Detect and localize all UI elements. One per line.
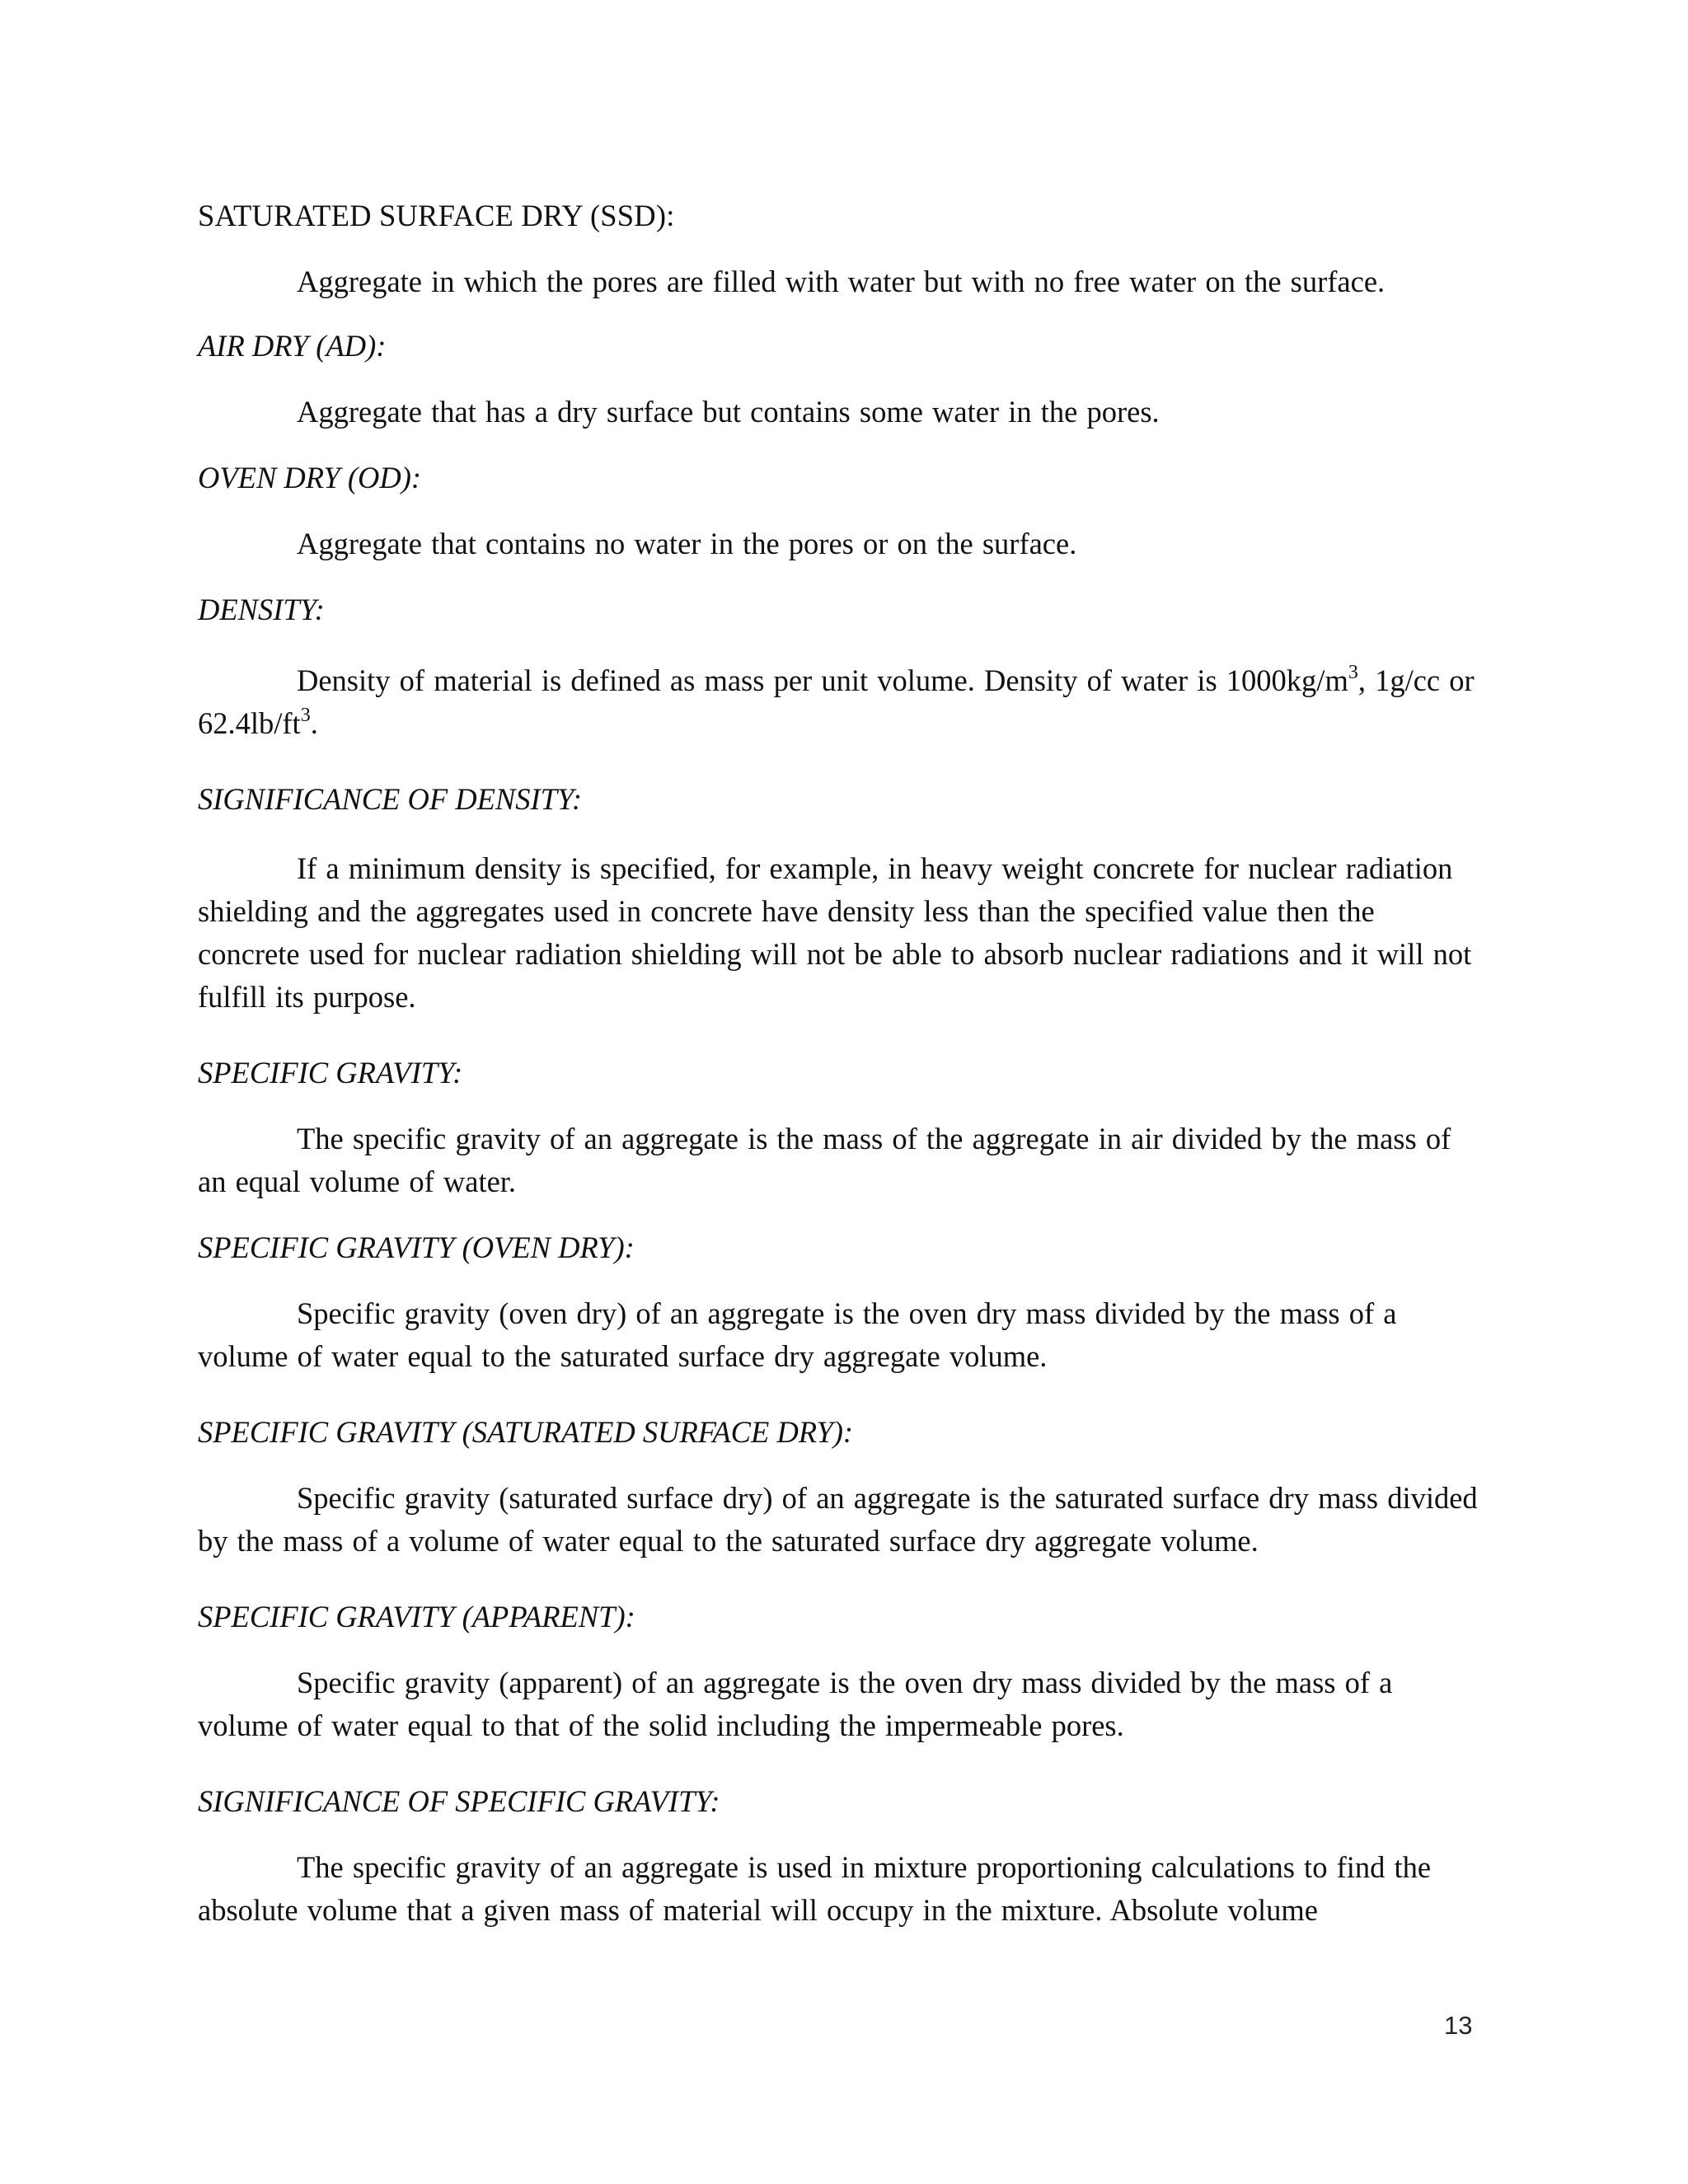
section-heading-specific-gravity: SPECIFIC GRAVITY: bbox=[198, 1056, 463, 1090]
section-body-air-dry-text: Aggregate that has a dry surface but contains some water in the pores. bbox=[297, 395, 1160, 429]
density-sup-a: 3 bbox=[1348, 661, 1358, 683]
section-body-significance-density-text: If a minimum density is specified, for example, in heavy weight concrete for nuclear radiation shielding and the aggregates used in concrete have density less than the specified value then the concrete used for nuclear radiation shielding will not be able to absorb nuclear radiations and it will not fulfill its purpose. bbox=[198, 851, 1472, 1014]
section-body-significance-sg bbox=[198, 1846, 1484, 1932]
section-heading-sg-apparent: SPECIFIC GRAVITY (APPARENT): bbox=[198, 1600, 635, 1633]
density-text-c: . bbox=[310, 706, 318, 740]
section-body-sg-oven-dry bbox=[198, 1292, 1484, 1378]
section-body-specific-gravity-text: The specific gravity of an aggregate is the mass of the aggregate in air divided by the mass of an equal volume of water. bbox=[198, 1122, 1451, 1198]
density-sup-b: 3 bbox=[300, 704, 311, 726]
section-heading-ssd: SATURATED SURFACE DRY (SSD): bbox=[198, 199, 675, 232]
section-body-oven-dry bbox=[198, 523, 1484, 565]
section-heading-sg-oven-dry: SPECIFIC GRAVITY (OVEN DRY): bbox=[198, 1230, 635, 1264]
density-text-a: Density of material is defined as mass per unit volume. Density of water is 1000kg/m bbox=[297, 663, 1348, 697]
section-heading-significance-sg: SIGNIFICANCE OF SPECIFIC GRAVITY: bbox=[198, 1784, 720, 1818]
section-heading-significance-density: SIGNIFICANCE OF DENSITY: bbox=[198, 782, 583, 816]
page-number: 13 bbox=[1444, 2011, 1473, 2040]
section-heading-sg-ssd: SPECIFIC GRAVITY (SATURATED SURFACE DRY): bbox=[198, 1415, 854, 1449]
section-body-sg-ssd bbox=[198, 1477, 1484, 1563]
section-body-oven-dry-text: Aggregate that contains no water in the pores or on the surface. bbox=[297, 527, 1077, 560]
section-body-air-dry bbox=[198, 391, 1484, 434]
section-body-sg-apparent bbox=[198, 1661, 1484, 1747]
section-body-density bbox=[198, 659, 1484, 745]
section-body-significance-density bbox=[198, 847, 1484, 1019]
section-body-sg-oven-dry-text: Specific gravity (oven dry) of an aggregate is the oven dry mass divided by the mass of a volume of water equal to the saturated surface dry aggregate volume. bbox=[198, 1296, 1397, 1373]
section-body-sg-apparent-text: Specific gravity (apparent) of an aggregate is the oven dry mass divided by the mass of a volume of water equal to that of the solid including the impermeable pores. bbox=[198, 1666, 1393, 1742]
section-body-significance-sg-text: The specific gravity of an aggregate is used in mixture proportioning calculations to find the absolute volume that a given mass of material will occupy in the mixture. Absolute volume bbox=[198, 1850, 1432, 1927]
section-body-specific-gravity bbox=[198, 1118, 1484, 1203]
section-body-sg-ssd-text: Specific gravity (saturated surface dry) of an aggregate is the saturated surface dry mass divided by the mass of a volume of water equal to the saturated surface dry aggregate volume. bbox=[198, 1481, 1478, 1558]
section-heading-density: DENSITY: bbox=[198, 593, 325, 626]
section-body-ssd bbox=[198, 260, 1484, 303]
section-body-ssd-text: Aggregate in which the pores are filled with water but with no free water on the surface. bbox=[297, 265, 1386, 298]
section-heading-oven-dry: OVEN DRY (OD): bbox=[198, 461, 422, 494]
density-text-b: , 1g/cc or 62.4lb/ft bbox=[198, 663, 1475, 740]
section-heading-air-dry: AIR DRY (AD): bbox=[198, 329, 387, 363]
